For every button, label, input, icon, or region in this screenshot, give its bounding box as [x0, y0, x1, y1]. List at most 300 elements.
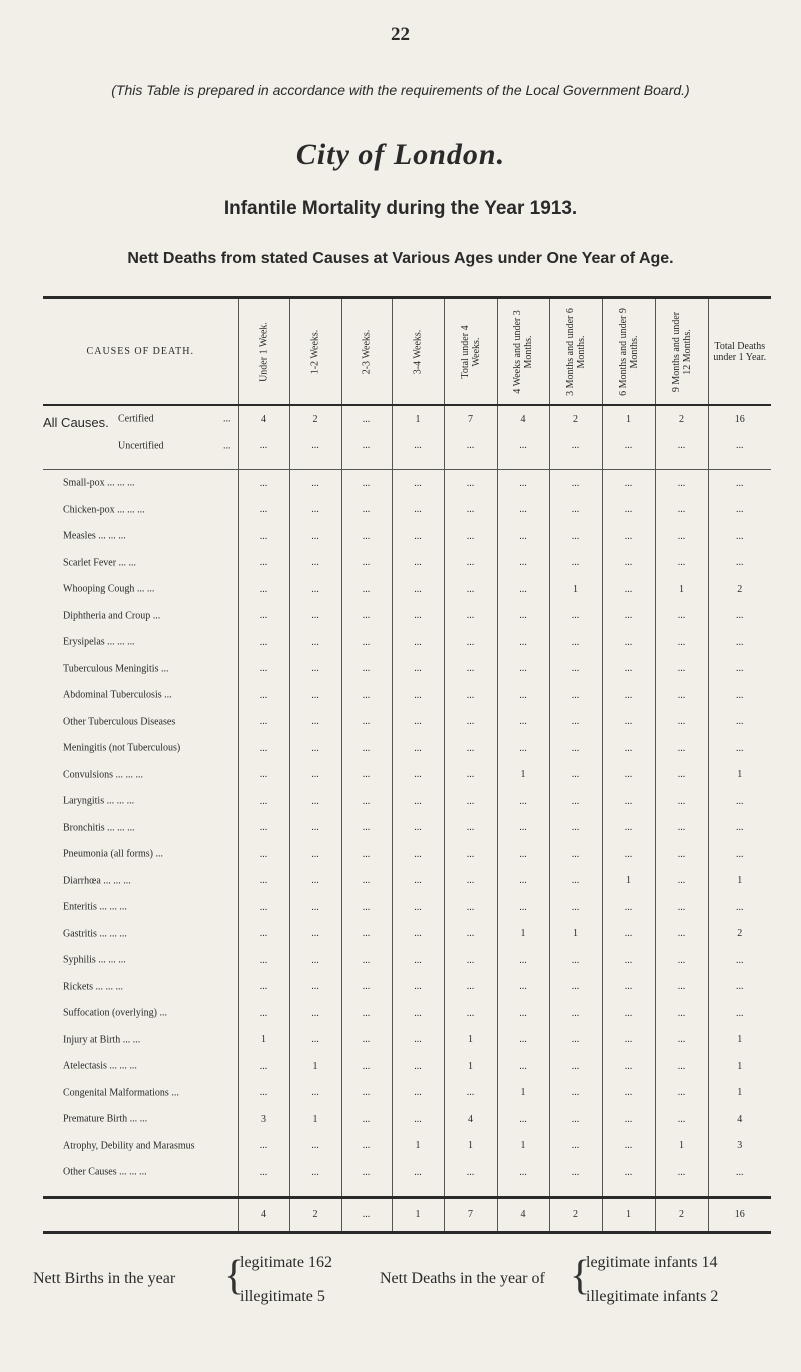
divider-cell	[497, 459, 549, 470]
cause-label: Certified	[118, 413, 154, 425]
cause-cell	[43, 974, 238, 1001]
value-cell: ...	[444, 709, 497, 736]
value-cell: ...	[655, 523, 708, 550]
table-row	[43, 947, 771, 974]
value-cell: ...	[708, 841, 771, 868]
value-cell: ...	[655, 815, 708, 842]
divider-cell	[444, 459, 497, 470]
mortality-table	[43, 296, 771, 1234]
cause-label: Gastritis ... ... ...	[63, 928, 127, 940]
value-cell: ...	[444, 921, 497, 948]
table-row	[43, 762, 771, 789]
value-cell: ...	[289, 629, 341, 656]
value-cell: ...	[392, 974, 444, 1001]
value-cell: ...	[708, 1000, 771, 1027]
value-cell: ...	[341, 1027, 392, 1054]
value-cell: ...	[549, 1000, 602, 1027]
cause-label: Meningitis (not Tuberculous)	[63, 742, 181, 754]
value-cell: ...	[444, 576, 497, 603]
value-cell: ...	[444, 735, 497, 762]
value-cell: ...	[238, 656, 289, 683]
cause-cell	[43, 1080, 238, 1107]
value-cell: ...	[602, 470, 655, 497]
column-header-label: 6 Months and under 9 Months.	[617, 307, 640, 396]
table-row	[43, 523, 771, 550]
value-cell: ...	[444, 947, 497, 974]
total-cell: 1	[602, 1197, 655, 1232]
cause-label: Suffocation (overlying) ...	[63, 1007, 167, 1019]
cause-cell	[43, 405, 238, 433]
value-cell: 2	[708, 921, 771, 948]
cause-cell	[43, 523, 238, 550]
value-cell: ...	[289, 735, 341, 762]
table-row	[43, 629, 771, 656]
total-cell: 7	[444, 1197, 497, 1232]
cause-cell	[43, 470, 238, 497]
value-cell: ...	[655, 433, 708, 460]
births-illegitimate: illegitimate 5	[240, 1288, 325, 1305]
value-cell: ...	[444, 497, 497, 524]
value-cell: ...	[549, 523, 602, 550]
value-cell: ...	[549, 762, 602, 789]
divider-cell	[708, 459, 771, 470]
value-cell: ...	[341, 497, 392, 524]
cause-label: Diarrhœa ... ... ...	[63, 875, 131, 887]
value-cell: ...	[392, 433, 444, 460]
cause-dots: ...	[223, 440, 231, 452]
value-cell: ...	[444, 868, 497, 895]
divider-cell	[602, 1186, 655, 1198]
value-cell: ...	[602, 1159, 655, 1186]
value-cell: ...	[497, 788, 549, 815]
value-cell: 1	[708, 1080, 771, 1107]
cause-label: Diphtheria and Croup ...	[63, 610, 161, 622]
value-cell: ...	[341, 894, 392, 921]
value-cell: ...	[392, 1106, 444, 1133]
value-cell: ...	[549, 1106, 602, 1133]
value-cell: ...	[497, 629, 549, 656]
value-cell: ...	[289, 470, 341, 497]
value-cell: ...	[549, 1080, 602, 1107]
table-row	[43, 1106, 771, 1133]
value-cell: ...	[444, 629, 497, 656]
table-row	[43, 497, 771, 524]
cause-cell	[43, 1133, 238, 1160]
total-cell: ...	[341, 1197, 392, 1232]
value-cell: ...	[655, 841, 708, 868]
value-cell: ...	[602, 1106, 655, 1133]
value-cell: ...	[392, 1080, 444, 1107]
cause-cell	[43, 788, 238, 815]
value-cell: ...	[289, 762, 341, 789]
cause-label: Enteritis ... ... ...	[63, 901, 127, 913]
value-cell: ...	[289, 841, 341, 868]
value-cell: ...	[549, 735, 602, 762]
value-cell: ...	[602, 1000, 655, 1027]
value-cell: 1	[392, 405, 444, 433]
table-row	[43, 709, 771, 736]
table-row	[43, 1159, 771, 1186]
value-cell: 2	[708, 576, 771, 603]
table-row	[43, 788, 771, 815]
value-cell: 1	[549, 576, 602, 603]
value-cell: ...	[289, 1027, 341, 1054]
total-cell: 2	[655, 1197, 708, 1232]
value-cell: ...	[392, 1000, 444, 1027]
value-cell: ...	[602, 523, 655, 550]
cause-cell	[43, 762, 238, 789]
value-cell: ...	[238, 841, 289, 868]
value-cell: ...	[655, 947, 708, 974]
value-cell: ...	[392, 815, 444, 842]
deaths-illegitimate: illegitimate infants 2	[586, 1288, 719, 1305]
value-cell: ...	[341, 405, 392, 433]
value-cell: ...	[289, 550, 341, 577]
value-cell: ...	[238, 576, 289, 603]
value-cell: ...	[392, 947, 444, 974]
column-header-label: Under 1 Week.	[258, 321, 269, 382]
cause-cell	[43, 841, 238, 868]
value-cell: ...	[708, 815, 771, 842]
value-cell: ...	[341, 523, 392, 550]
value-cell: ...	[602, 788, 655, 815]
table-title: Infantile Mortality during the Year 1913.	[223, 198, 578, 219]
value-cell: ...	[708, 735, 771, 762]
value-cell: ...	[602, 762, 655, 789]
cause-cell	[43, 1106, 238, 1133]
table-row	[43, 470, 771, 497]
value-cell: ...	[549, 433, 602, 460]
value-cell: ...	[238, 762, 289, 789]
value-cell: ...	[602, 1080, 655, 1107]
cause-cell	[43, 1159, 238, 1186]
value-cell: ...	[444, 1000, 497, 1027]
divider-cell	[655, 1186, 708, 1198]
value-cell: 1	[444, 1053, 497, 1080]
value-cell: 1	[655, 1133, 708, 1160]
deaths-legitimate: legitimate infants 14	[586, 1254, 718, 1271]
value-cell: ...	[497, 841, 549, 868]
cause-cell	[43, 497, 238, 524]
value-cell: ...	[497, 497, 549, 524]
value-cell: ...	[238, 1000, 289, 1027]
value-cell: ...	[497, 470, 549, 497]
value-cell: ...	[289, 497, 341, 524]
value-cell: ...	[289, 974, 341, 1001]
value-cell: ...	[655, 1053, 708, 1080]
value-cell: ...	[655, 550, 708, 577]
page-title: City of London.	[295, 138, 506, 171]
value-cell: ...	[655, 1000, 708, 1027]
value-cell: ...	[392, 523, 444, 550]
value-cell: ...	[497, 1000, 549, 1027]
value-cell: ...	[444, 974, 497, 1001]
value-cell: ...	[549, 841, 602, 868]
value-cell: ...	[497, 709, 549, 736]
value-cell: ...	[341, 735, 392, 762]
table-row	[43, 433, 771, 460]
value-cell: ...	[708, 974, 771, 1001]
value-cell: ...	[392, 1027, 444, 1054]
value-cell: ...	[497, 1106, 549, 1133]
divider-cell	[444, 1186, 497, 1198]
value-cell: ...	[341, 1159, 392, 1186]
cause-label: Premature Birth ... ...	[63, 1113, 148, 1125]
lgb-note: (This Table is prepared in accordance with the requirements of the Local Government Board.)	[111, 82, 690, 98]
value-cell: ...	[655, 735, 708, 762]
value-cell: ...	[549, 815, 602, 842]
divider-cell	[708, 1186, 771, 1198]
causes-header: CAUSES OF DEATH.	[43, 298, 238, 406]
value-cell: ...	[444, 682, 497, 709]
cause-label: Tuberculous Meningitis ...	[63, 663, 169, 675]
value-cell: ...	[392, 656, 444, 683]
cause-cell	[43, 735, 238, 762]
value-cell: ...	[444, 762, 497, 789]
divider-cell	[289, 459, 341, 470]
value-cell: ...	[289, 603, 341, 630]
totals-row	[43, 1197, 771, 1232]
value-cell: ...	[602, 433, 655, 460]
value-cell: ...	[549, 603, 602, 630]
value-cell: ...	[708, 523, 771, 550]
value-cell: ...	[238, 868, 289, 895]
cause-cell	[43, 1053, 238, 1080]
value-cell: ...	[289, 1080, 341, 1107]
value-cell: ...	[655, 868, 708, 895]
value-cell: ...	[444, 788, 497, 815]
value-cell: ...	[655, 894, 708, 921]
table-row	[43, 735, 771, 762]
value-cell: ...	[238, 947, 289, 974]
value-cell: 7	[444, 405, 497, 433]
value-cell: ...	[549, 1159, 602, 1186]
value-cell: 2	[289, 405, 341, 433]
value-cell: ...	[341, 433, 392, 460]
births-label: Nett Births in the year	[33, 1270, 176, 1287]
column-header-label: 3-4 Weeks.	[412, 329, 424, 374]
value-cell: 1	[497, 921, 549, 948]
value-cell: ...	[549, 894, 602, 921]
value-cell: ...	[341, 841, 392, 868]
value-cell: ...	[497, 523, 549, 550]
all-causes-label: All Causes.	[43, 415, 109, 430]
value-cell: 1	[289, 1106, 341, 1133]
cause-cell	[43, 433, 238, 460]
value-cell: ...	[497, 603, 549, 630]
value-cell: ...	[444, 815, 497, 842]
column-header-label: Total under 4 Weeks.	[459, 324, 482, 379]
column-header	[392, 298, 444, 406]
value-cell: ...	[444, 550, 497, 577]
cause-label: Laryngitis ... ... ...	[63, 795, 135, 807]
value-cell: ...	[602, 1027, 655, 1054]
table-row	[43, 815, 771, 842]
value-cell: ...	[341, 788, 392, 815]
cause-label: Pneumonia (all forms) ...	[63, 848, 163, 860]
value-cell: ...	[238, 1053, 289, 1080]
value-cell: ...	[444, 603, 497, 630]
value-cell: ...	[655, 656, 708, 683]
total-cell: 16	[708, 1197, 771, 1232]
value-cell: 1	[655, 576, 708, 603]
cause-cell	[43, 815, 238, 842]
value-cell: ...	[708, 682, 771, 709]
column-header	[655, 298, 708, 406]
value-cell: ...	[392, 550, 444, 577]
divider-cell	[392, 459, 444, 470]
table-row	[43, 921, 771, 948]
value-cell: ...	[341, 868, 392, 895]
table-row	[43, 974, 771, 1001]
value-cell: ...	[238, 550, 289, 577]
value-cell: ...	[289, 868, 341, 895]
table-row	[43, 841, 771, 868]
value-cell: ...	[289, 1000, 341, 1027]
value-cell: ...	[444, 1159, 497, 1186]
divider-cell	[238, 1186, 289, 1198]
value-cell: ...	[602, 497, 655, 524]
value-cell: ...	[708, 788, 771, 815]
value-cell: ...	[497, 735, 549, 762]
value-cell: ...	[602, 815, 655, 842]
value-cell: ...	[238, 682, 289, 709]
value-cell: ...	[444, 656, 497, 683]
divider-cell	[341, 1186, 392, 1198]
value-cell: ...	[238, 815, 289, 842]
value-cell: ...	[708, 603, 771, 630]
cause-label: Atelectasis ... ... ...	[63, 1060, 137, 1072]
births-legitimate: legitimate 162	[240, 1254, 332, 1271]
value-cell: 1	[444, 1027, 497, 1054]
value-cell: ...	[549, 629, 602, 656]
cause-cell	[43, 709, 238, 736]
cause-label: Small-pox ... ... ...	[63, 477, 135, 489]
value-cell: 4	[497, 405, 549, 433]
table-row	[43, 1133, 771, 1160]
value-cell: ...	[392, 841, 444, 868]
value-cell: ...	[655, 1106, 708, 1133]
value-cell: ...	[655, 682, 708, 709]
value-cell: ...	[602, 1133, 655, 1160]
column-header	[549, 298, 602, 406]
value-cell: ...	[549, 470, 602, 497]
value-cell: ...	[238, 1080, 289, 1107]
table-row	[43, 1027, 771, 1054]
column-header-label: 3 Months and under 6 Months.	[564, 307, 587, 396]
value-cell: ...	[655, 629, 708, 656]
value-cell: 1	[602, 405, 655, 433]
value-cell: ...	[708, 497, 771, 524]
value-cell: ...	[392, 762, 444, 789]
cause-cell	[43, 894, 238, 921]
value-cell: ...	[238, 921, 289, 948]
value-cell: ...	[341, 656, 392, 683]
value-cell: ...	[497, 868, 549, 895]
value-cell: ...	[289, 682, 341, 709]
divider-cell	[43, 459, 238, 470]
value-cell: ...	[602, 656, 655, 683]
value-cell: ...	[341, 682, 392, 709]
value-cell: ...	[708, 550, 771, 577]
value-cell: ...	[655, 603, 708, 630]
value-cell: ...	[497, 894, 549, 921]
value-cell: ...	[497, 656, 549, 683]
value-cell: ...	[549, 682, 602, 709]
value-cell: ...	[341, 815, 392, 842]
page-number: 22	[391, 24, 410, 45]
value-cell: 4	[238, 405, 289, 433]
divider-cell	[238, 459, 289, 470]
total-cell: 1	[392, 1197, 444, 1232]
value-cell: ...	[497, 433, 549, 460]
column-header	[289, 298, 341, 406]
cause-label: Bronchitis ... ... ...	[63, 822, 135, 834]
value-cell: ...	[708, 709, 771, 736]
value-cell: ...	[444, 1080, 497, 1107]
total-cell: 4	[238, 1197, 289, 1232]
value-cell: ...	[549, 709, 602, 736]
value-cell: ...	[497, 682, 549, 709]
column-header-total: Total Deaths under 1 Year.	[708, 298, 771, 406]
value-cell: ...	[655, 1080, 708, 1107]
column-header-label: 1-2 Weeks.	[309, 329, 321, 374]
value-cell: 1	[708, 1027, 771, 1054]
value-cell: ...	[341, 603, 392, 630]
births-brace: {	[224, 1253, 245, 1299]
table-row	[43, 603, 771, 630]
value-cell: ...	[392, 894, 444, 921]
value-cell: ...	[655, 921, 708, 948]
value-cell: ...	[392, 576, 444, 603]
value-cell: ...	[392, 1159, 444, 1186]
value-cell: ...	[341, 629, 392, 656]
value-cell: ...	[444, 841, 497, 868]
divider-cell	[289, 1186, 341, 1198]
value-cell: ...	[289, 921, 341, 948]
value-cell: ...	[602, 709, 655, 736]
value-cell: ...	[549, 550, 602, 577]
table-row	[43, 1053, 771, 1080]
value-cell: ...	[549, 974, 602, 1001]
totals-label-cell	[43, 1197, 238, 1232]
value-cell: ...	[392, 788, 444, 815]
value-cell: ...	[602, 735, 655, 762]
cause-label: Chicken-pox ... ... ...	[63, 504, 145, 516]
table-row	[43, 1080, 771, 1107]
value-cell: ...	[341, 1000, 392, 1027]
value-cell: ...	[341, 1080, 392, 1107]
cause-label: Atrophy, Debility and Marasmus	[63, 1140, 195, 1152]
value-cell: ...	[549, 656, 602, 683]
value-cell: ...	[392, 682, 444, 709]
deaths-label: Nett Deaths in the year of	[380, 1270, 545, 1287]
cause-cell	[43, 629, 238, 656]
value-cell: 4	[708, 1106, 771, 1133]
table-row	[43, 682, 771, 709]
value-cell: ...	[602, 974, 655, 1001]
value-cell: ...	[238, 603, 289, 630]
value-cell: ...	[708, 1159, 771, 1186]
value-cell: ...	[655, 1159, 708, 1186]
table-row	[43, 405, 771, 433]
column-header-label: 9 Months and under 12 Months.	[670, 311, 693, 392]
total-cell: 2	[289, 1197, 341, 1232]
cause-label: Other Tuberculous Diseases	[63, 716, 176, 728]
footer-summary	[0, 1253, 801, 1320]
value-cell: ...	[341, 974, 392, 1001]
value-cell: ...	[602, 629, 655, 656]
